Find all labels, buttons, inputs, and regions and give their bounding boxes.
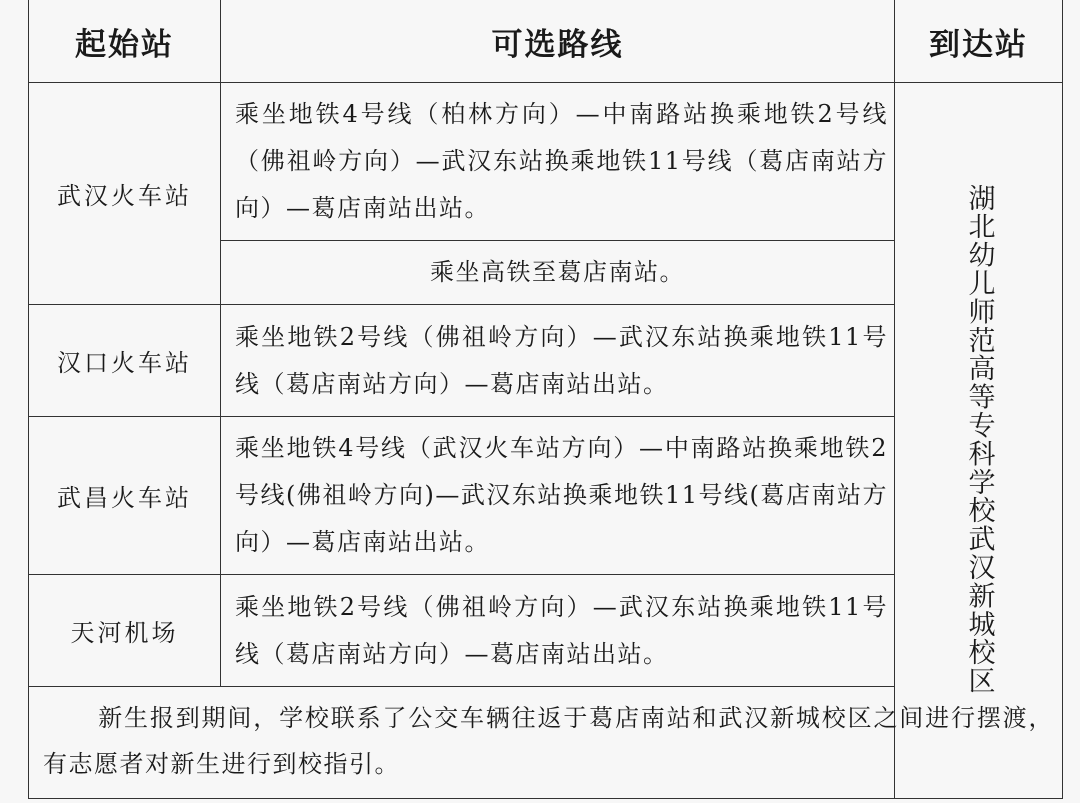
- route-cell: 乘坐高铁至葛店南站。: [221, 241, 895, 305]
- origin-tianhe-airport: 天河机场: [29, 575, 221, 687]
- origin-wuhan-station: 武汉火车站: [29, 83, 221, 305]
- note-text: 新生报到期间，学校联系了公交车辆往返于葛店南站和武汉新城校区之间进行摆渡，有志愿者对新生进行到校指引。: [29, 687, 1063, 799]
- table-row: [29, 83, 1063, 241]
- header-routes: 可选路线: [221, 0, 895, 83]
- origin-hankou-station: 汉口火车站: [29, 305, 221, 417]
- note-row: [29, 687, 1063, 799]
- origin-wuchang-station: 武昌火车站: [29, 417, 221, 575]
- route-cell: 乘坐地铁2号线（佛祖岭方向）—武汉东站换乘地铁11号线（葛店南站方向）—葛店南站出站。: [221, 575, 895, 687]
- header-origin: 起始站: [29, 0, 221, 83]
- destination-name: 湖北幼儿师范高等专科学校武汉新城校区: [963, 184, 995, 696]
- route-cell: 乘坐地铁4号线（柏林方向）—中南路站换乘地铁2号线（佛祖岭方向）—武汉东站换乘地铁11号线（葛店南站方向）—葛店南站出站。: [221, 83, 895, 241]
- route-cell: 乘坐地铁4号线（武汉火车站方向）—中南路站换乘地铁2号线(佛祖岭方向)—武汉东站换乘地铁11号线(葛店南站方向）—葛店南站出站。: [221, 417, 895, 575]
- table-header-row: [29, 0, 1063, 83]
- header-destination: 到达站: [895, 0, 1063, 83]
- route-table: [28, 0, 1063, 799]
- route-cell: 乘坐地铁2号线（佛祖岭方向）—武汉东站换乘地铁11号线（葛店南站方向）—葛店南站出站。: [221, 305, 895, 417]
